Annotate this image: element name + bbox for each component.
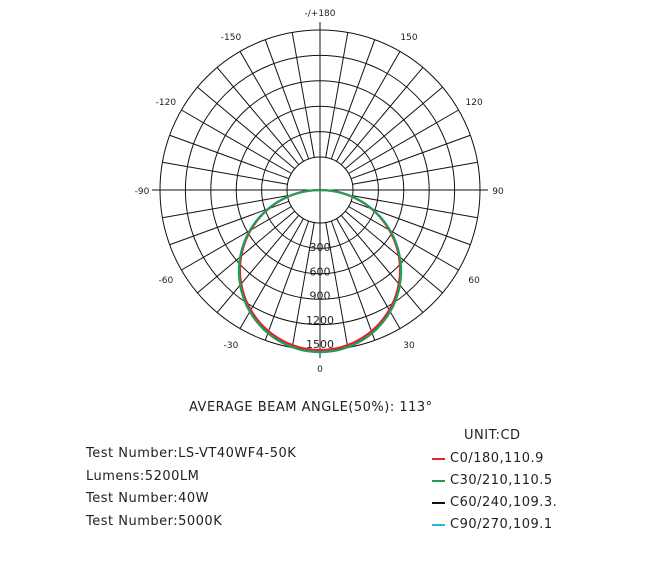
grid-spoke [170,135,289,178]
angle-label: 30 [403,341,415,352]
average-beam-angle: AVERAGE BEAM ANGLE(50%): 113° [189,400,433,415]
angle-label: 120 [465,98,483,108]
grid-spoke [351,135,470,178]
grid-spoke [326,32,348,157]
test-info [86,443,296,533]
angle-label: 90 [492,187,504,197]
legend-swatch [432,502,445,504]
legend [432,427,557,536]
lumens: Lumens:5200LM [86,468,200,484]
legend-label: C60/240,109.3. [450,495,558,510]
grid-spoke [265,221,308,340]
test-number-model: Test Number:LS-VT40WF4-50K [86,446,297,461]
unit-label: UNIT:CD [464,428,521,443]
legend-item [432,492,557,514]
angle-label: 60 [468,276,480,286]
grid-spoke [352,162,477,184]
legend-label: C90/270,109.1 [450,517,553,532]
grid-spoke [331,40,374,159]
grid-spoke [265,40,308,159]
angle-label: -90 [134,187,150,197]
test-number-power: Test Number:40W [86,491,210,506]
legend-item [432,514,557,536]
grid-spoke [331,221,374,340]
legend-swatch [432,458,445,460]
angle-label: -30 [223,341,239,352]
radial-tick-label: 1500 [306,337,334,351]
radial-tick-label: 900 [309,289,331,303]
angle-label: 150 [400,32,418,43]
angle-label: -/+180 [304,9,336,19]
grid-spoke [292,32,314,157]
angle-label: 0 [317,365,323,375]
radial-tick-label: 300 [309,241,331,255]
legend-label: C30/210,110.5 [450,473,553,488]
legend-item [432,448,557,470]
grid-spoke [352,196,477,218]
legend-label: C0/180,110.9 [450,451,544,466]
grid-spoke [162,196,287,218]
legend-item [432,470,557,492]
angle-label: -120 [155,98,177,108]
test-number-cct: Test Number:5000K [86,513,223,529]
radial-tick-label: 600 [309,265,331,279]
grid-spoke [162,162,287,184]
legend-swatch [432,524,445,526]
legend-swatch [432,480,445,482]
radial-tick-label: 1200 [306,313,334,327]
angle-label: -60 [158,276,174,286]
angle-label: -150 [220,32,242,43]
